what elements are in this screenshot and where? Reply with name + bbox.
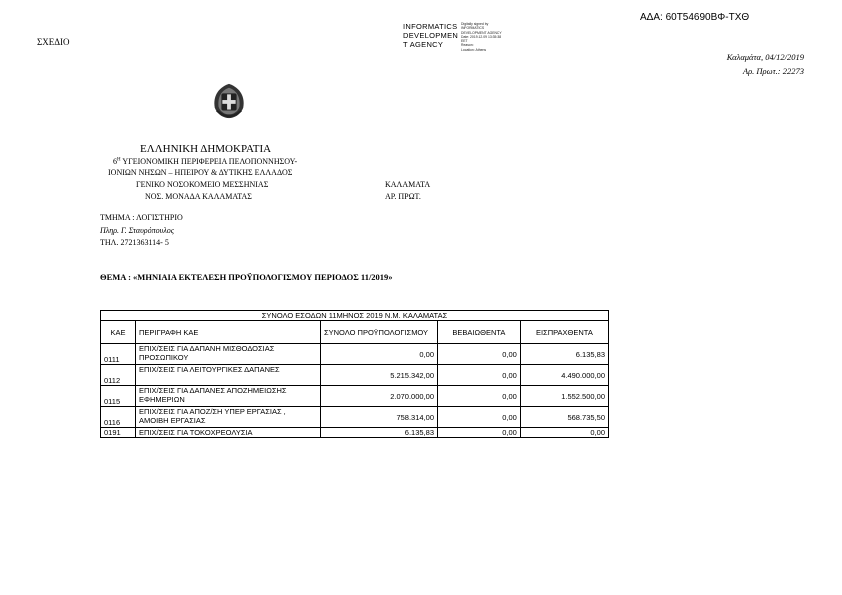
table-row <box>101 428 609 438</box>
unit-name: ΝΟΣ. ΜΟΝΑΔΑ ΚΑΛΑΜΑΤΑΣ <box>145 192 252 201</box>
table-row <box>101 365 609 386</box>
row-description: ΕΠΙΧ/ΣΕΙΣ ΓΙΑ ΔΑΠΑΝΗ ΜΙΣΘΟΔΟΣΙΑΣ ΠΡΟΣΩΠΙΚΟΥ <box>136 344 321 365</box>
stamp-fine-line: Digitally signed by <box>461 22 489 26</box>
city-name: ΚΑΛΑΜΑΤΑ <box>385 180 431 189</box>
table-header-row <box>101 321 609 344</box>
row-description: ΕΠΙΧ/ΣΕΙΣ ΓΙΑ ΤΟΚΟΧΡΕΟΛΥΣΙΑ <box>136 428 321 438</box>
row-budget: 5.215.342,00 <box>321 365 438 386</box>
region-text: ΥΓΕΙΟΝΟΜΙΚΗ ΠΕΡΙΦΕΡΕΙΑ ΠΕΛΟΠΟΝΝΗΣΟΥ- <box>120 157 298 166</box>
subject-line: ΘΕΜΑ : «ΜΗΝΙΑΙΑ ΕΚΤΕΛΕΣΗ ΠΡΟΫΠΟΛΟΓΙΣΜΟΥ ΠΕΡΙΟΔΟΣ 11/2019» <box>100 272 393 282</box>
health-region-line1 <box>113 157 297 166</box>
row-budget: 2.070.000,00 <box>321 386 438 407</box>
row-budget: 0,00 <box>321 344 438 365</box>
health-region-line2: ΙΟΝΙΩΝ ΝΗΣΩΝ – ΗΠΕΙΡΟΥ & ΔΥΤΙΚΗΣ ΕΛΛΑΔΟΣ <box>108 168 293 177</box>
stamp-fine-line: INFORMATICS <box>461 26 485 31</box>
greek-emblem-icon <box>210 82 248 120</box>
revenue-table <box>100 310 609 438</box>
table-caption: ΣΥΝΟΛΟ ΕΣΟΔΩΝ 11ΜΗΝΟΣ 2019 Ν.Μ. ΚΑΛΑΜΑΤΑΣ <box>101 311 609 321</box>
stamp-fine-line: EET <box>461 39 468 44</box>
protocol-label: ΑΡ. ΠΡΩΤ. <box>385 192 421 201</box>
table-caption-row <box>101 311 609 321</box>
header-title: ΕΛΛΗΝΙΚΗ ΔΗΜΟΚΡΑΤΙΑ <box>140 143 272 155</box>
hospital-name: ΓΕΝΙΚΟ ΝΟΣΟΚΟΜΕΙΟ ΜΕΣΣΗΝΙΑΣ <box>136 180 269 189</box>
stamp-fine-line: Date: 2019.12.09 13:35:38 <box>461 34 502 39</box>
row-code: 0111 <box>101 344 136 365</box>
column-header-kae: ΚΑΕ <box>101 321 136 344</box>
ada-code: ΑΔΑ: 60Τ54690ΒΦ-ΤΧΘ <box>640 12 750 23</box>
row-collected: 4.490.000,00 <box>520 365 608 386</box>
row-collected: 0,00 <box>520 428 608 438</box>
stamp-fine-line: DEVELOPMENT AGENCY <box>461 30 502 35</box>
row-code: 0116 <box>101 407 136 428</box>
row-budget: 6.135,83 <box>321 428 438 438</box>
row-collected: 6.135,83 <box>520 344 608 365</box>
row-collected: 1.552.500,00 <box>520 386 608 407</box>
table-row <box>101 386 609 407</box>
row-description: ΕΠΙΧ/ΣΕΙΣ ΓΙΑ ΔΑΠΑΝΕΣ ΑΠΟΖΗΜΕΙΩΣΗΣ ΕΦΗΜΕΡΙΩΝ <box>136 386 321 407</box>
stamp-fine-line: Reason: <box>461 43 474 48</box>
stamp-label-line: T AGENCY <box>403 40 444 49</box>
column-header-budget: ΣΥΝΟΛΟ ΠΡΟΫΠΟΛΟΓΙΣΜΟΥ <box>321 321 438 344</box>
department: ΤΜΗΜΑ : ΛΟΓΙΣΤΗΡΙΟ <box>100 213 183 222</box>
row-collected: 568.735,50 <box>520 407 608 428</box>
stamp-fine-line: Location: Athens <box>461 47 487 52</box>
table-row <box>101 344 609 365</box>
row-code: 0191 <box>101 428 136 438</box>
contact-person: Πληρ. Γ. Σταυρόπουλος <box>100 226 175 235</box>
row-budget: 758.314,00 <box>321 407 438 428</box>
column-header-description: ΠΕΡΙΓΡΑΦΗ ΚΑΕ <box>136 321 321 344</box>
place-date: Καλαμάτα, 04/12/2019 <box>726 52 804 62</box>
protocol-number: Αρ. Πρωτ.: 22273 <box>742 66 804 76</box>
column-header-certified: ΒΕΒΑΙΩΘΕΝΤΑ <box>438 321 521 344</box>
stamp-label-line: INFORMATICS <box>403 22 458 31</box>
row-code: 0115 <box>101 386 136 407</box>
row-certified: 0,00 <box>438 407 521 428</box>
stamp-label-line: DEVELOPMEN <box>403 31 459 40</box>
column-header-collected: ΕΙΣΠΡΑΧΘΕΝΤΑ <box>520 321 608 344</box>
region-superscript: Η <box>117 157 121 163</box>
phone-number: ΤΗΛ. 2721363114- 5 <box>100 238 169 247</box>
region-number: 6 <box>113 157 117 166</box>
row-description: ΕΠΙΧ/ΣΕΙΣ ΓΙΑ ΑΠΟΖ/ΣΗ ΥΠΕΡ ΕΡΓΑΣΙΑΣ , ΑΜΟΙΒΗ ΕΡΓΑΣΙΑΣ <box>136 407 321 428</box>
row-code: 0112 <box>101 365 136 386</box>
row-certified: 0,00 <box>438 386 521 407</box>
row-certified: 0,00 <box>438 365 521 386</box>
draft-label: ΣΧΕΔΙΟ <box>37 37 70 47</box>
row-description: ΕΠΙΧ/ΣΕΙΣ ΓΙΑ ΛΕΙΤΟΥΡΓΙΚΕΣ ΔΑΠΑΝΕΣ <box>136 365 321 386</box>
signature-stamp-label <box>403 22 458 49</box>
row-certified: 0,00 <box>438 344 521 365</box>
table-row <box>101 407 609 428</box>
row-certified: 0,00 <box>438 428 521 438</box>
signature-stamp-fine-print <box>461 22 502 52</box>
